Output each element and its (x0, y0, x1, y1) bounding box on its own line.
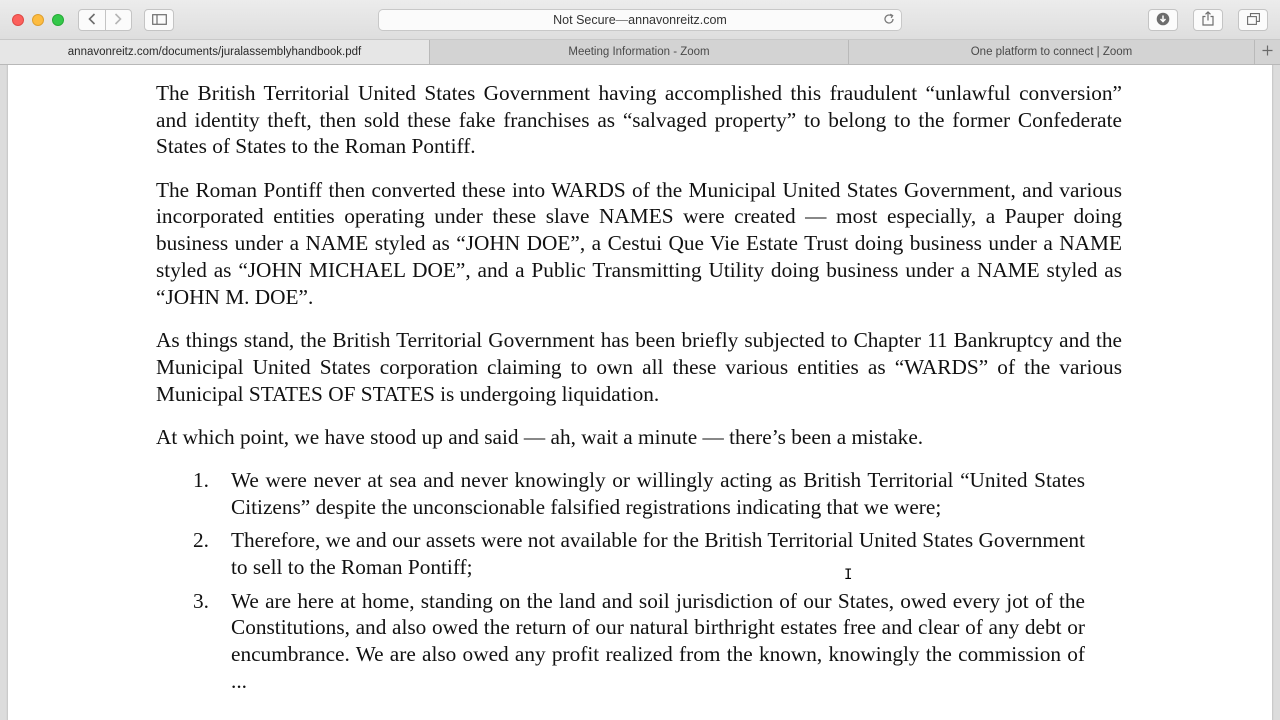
pdf-page (8, 65, 1272, 720)
forward-button[interactable] (105, 10, 132, 30)
list-number: 2. (193, 528, 209, 553)
list-text: We were never at sea and never knowingly or willingly acting as British Territorial “United States Citizens” despite the unconscionable falsified registrations indicating that we were; (231, 468, 1085, 520)
document-text (156, 65, 1122, 701)
chevron-left-icon (88, 13, 96, 28)
navigation-buttons (78, 9, 132, 31)
list-number: 1. (193, 468, 209, 493)
download-icon (1156, 12, 1170, 29)
reload-icon[interactable] (883, 12, 895, 28)
numbered-list (156, 467, 1122, 694)
pdf-viewport[interactable] (0, 65, 1280, 720)
text-cursor-icon: I (844, 567, 853, 583)
share-icon (1202, 11, 1214, 29)
share-button[interactable] (1193, 9, 1223, 31)
browser-toolbar (0, 0, 1280, 40)
tabs-overview-icon (1247, 13, 1260, 28)
sidebar-button[interactable] (144, 9, 174, 31)
list-item (156, 588, 1085, 695)
list-item (156, 467, 1085, 521)
new-tab-button[interactable] (1255, 40, 1280, 64)
list-number: 3. (193, 588, 209, 613)
address-bar[interactable] (378, 9, 902, 31)
tab-label: One platform to connect | Zoom (970, 46, 1133, 58)
tab-label: annavonreitz.com/documents/juralassemblyhandbook.pdf (67, 46, 362, 58)
downloads-button[interactable] (1148, 9, 1178, 31)
paragraph: The Roman Pontiff then converted these into WARDS of the Municipal United States Government, and various incorporated entities operating under these slave NAMES were created — most especially, a Pauper doing business under a NAME styled as “JOHN DOE”, a Cestui Que Vie Estate Trust doing business under a NAME styled as “JOHN MICHAEL DOE”, and a Public Transmitting Utility doing business under a NAME styled as “JOHN M. DOE”. (156, 177, 1122, 309)
minimize-window-button[interactable] (32, 14, 44, 26)
chevron-right-icon (114, 13, 122, 28)
tab-handbook-pdf[interactable] (0, 40, 430, 64)
sidebar-icon (152, 13, 167, 28)
zoom-window-button[interactable] (52, 14, 64, 26)
paragraph: The British Territorial United States Government having accomplished this fraudulent “unlawful conversion” and identity theft, then sold these fake franchises as “salvaged property” to belong to the former Confederate States of States to the Roman Pontiff. (156, 80, 1122, 159)
security-status: Not Secure (553, 13, 616, 27)
list-text: We are here at home, standing on the land and soil jurisdiction of our States, owed every jot of the Constitutions, and also owed the return of our natural birthright estates free and clear of any debt or encumbrance. We are also owed any profit realized from the known, knowingly the commission of ... (231, 588, 1085, 693)
tab-zoom-platform[interactable] (849, 40, 1255, 64)
back-button[interactable] (79, 10, 105, 30)
list-text: Therefore, we and our assets were not available for the British Territorial United States Government to sell to the Roman Pontiff; (231, 528, 1085, 580)
plus-icon (1262, 43, 1273, 61)
paragraph: At which point, we have stood up and said — ah, wait a minute — there’s been a mistake. (156, 425, 924, 450)
paragraph: As things stand, the British Territorial Government has been briefly subjected to Chapter 11 Bankruptcy and the Municipal United States corporation claiming to own all these various entities as “WARDS” of the various Municipal STATES OF STATES is undergoing liquidation. (156, 328, 1122, 406)
cut-off-line (156, 65, 1122, 67)
list-item (156, 527, 1085, 581)
tab-bar (0, 40, 1280, 65)
tab-meeting-information[interactable] (430, 40, 849, 64)
close-window-button[interactable] (12, 14, 24, 26)
address-separator: — (615, 13, 629, 27)
address-host: annavonreitz.com (628, 13, 727, 27)
tab-label: Meeting Information - Zoom (568, 46, 710, 58)
tab-overview-button[interactable] (1238, 9, 1268, 31)
